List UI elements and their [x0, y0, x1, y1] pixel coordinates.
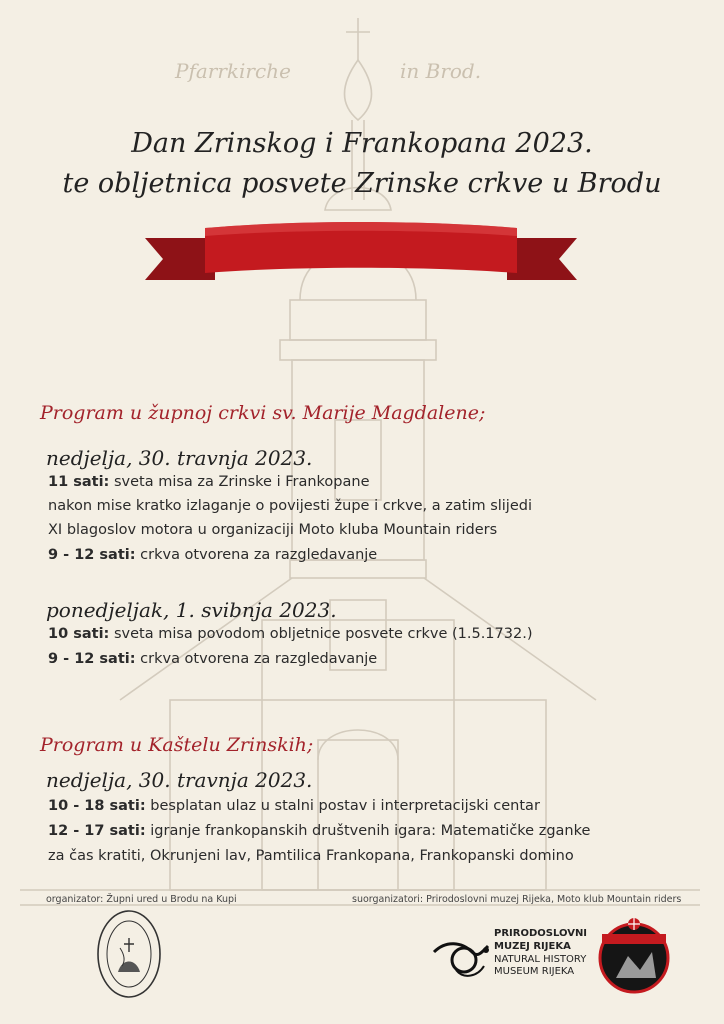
- museum-name-hr: PRIRODOSLOVNI: [494, 928, 588, 939]
- sketch-caption-right: in Brod.: [400, 59, 482, 83]
- sketch-caption-left: Pfarrkirche: [175, 59, 291, 83]
- organizer-credit: organizator: Župni ured u Brodu na Kupi: [46, 894, 237, 905]
- castle-item: 12 - 17 sati: igranje frankopanskih društvenih igara: Matematičke zganke: [48, 823, 591, 839]
- castle-program-title: Program u Kaštelu Zrinskih;: [40, 734, 314, 756]
- castle-item: za čas kratiti, Okrunjeni lav, Pamtilica Frankopana, Frankopanski domino: [48, 848, 574, 864]
- church-program-title: Program u župnoj crkvi sv. Marije Magdalene;: [40, 402, 486, 424]
- church-day1-item: 11 sati: sveta misa za Zrinske i Frankopane: [48, 474, 370, 490]
- church-day2-item: 10 sati: sveta misa povodom obljetnice posvete crkve (1.5.1732.): [48, 626, 533, 642]
- church-day2-item: 9 - 12 sati: crkva otvorena za razgledavanje: [48, 651, 378, 667]
- museum-name-en: NATURAL HISTORY: [494, 954, 587, 965]
- main-title: Dan Zrinskog i Frankopana 2023.: [131, 128, 593, 159]
- castle-date: nedjelja, 30. travnja 2023.: [46, 768, 313, 792]
- church-day2-date: ponedjeljak, 1. svibnja 2023.: [46, 598, 337, 622]
- moto-club-logo: [596, 916, 672, 998]
- church-day1-date: nedjelja, 30. travnja 2023.: [46, 446, 313, 470]
- castle-item: 10 - 18 sati: besplatan ulaz u stalni postav i interpretacijski centar: [48, 798, 540, 814]
- church-day1-item: 9 - 12 sati: crkva otvorena za razgledavanje: [48, 547, 378, 563]
- subtitle: te obljetnica posvete Zrinske crkve u Brodu: [62, 168, 662, 199]
- red-ribbon: [145, 218, 577, 288]
- church-day1-item: XI blagoslov motora u organizaciji Moto kluba Mountain riders: [48, 522, 498, 538]
- museum-name-hr: MUZEJ RIJEKA: [494, 941, 571, 952]
- coorganizers-credit: suorganizatori: Prirodoslovni muzej Rijeka, Moto klub Mountain riders: [352, 894, 682, 905]
- parish-stamp: [96, 908, 162, 1000]
- church-day1-item: nakon mise kratko izlaganje o povijesti župe i crkve, a zatim slijedi: [48, 498, 532, 514]
- museum-name-en: MUSEUM RIJEKA: [494, 966, 575, 977]
